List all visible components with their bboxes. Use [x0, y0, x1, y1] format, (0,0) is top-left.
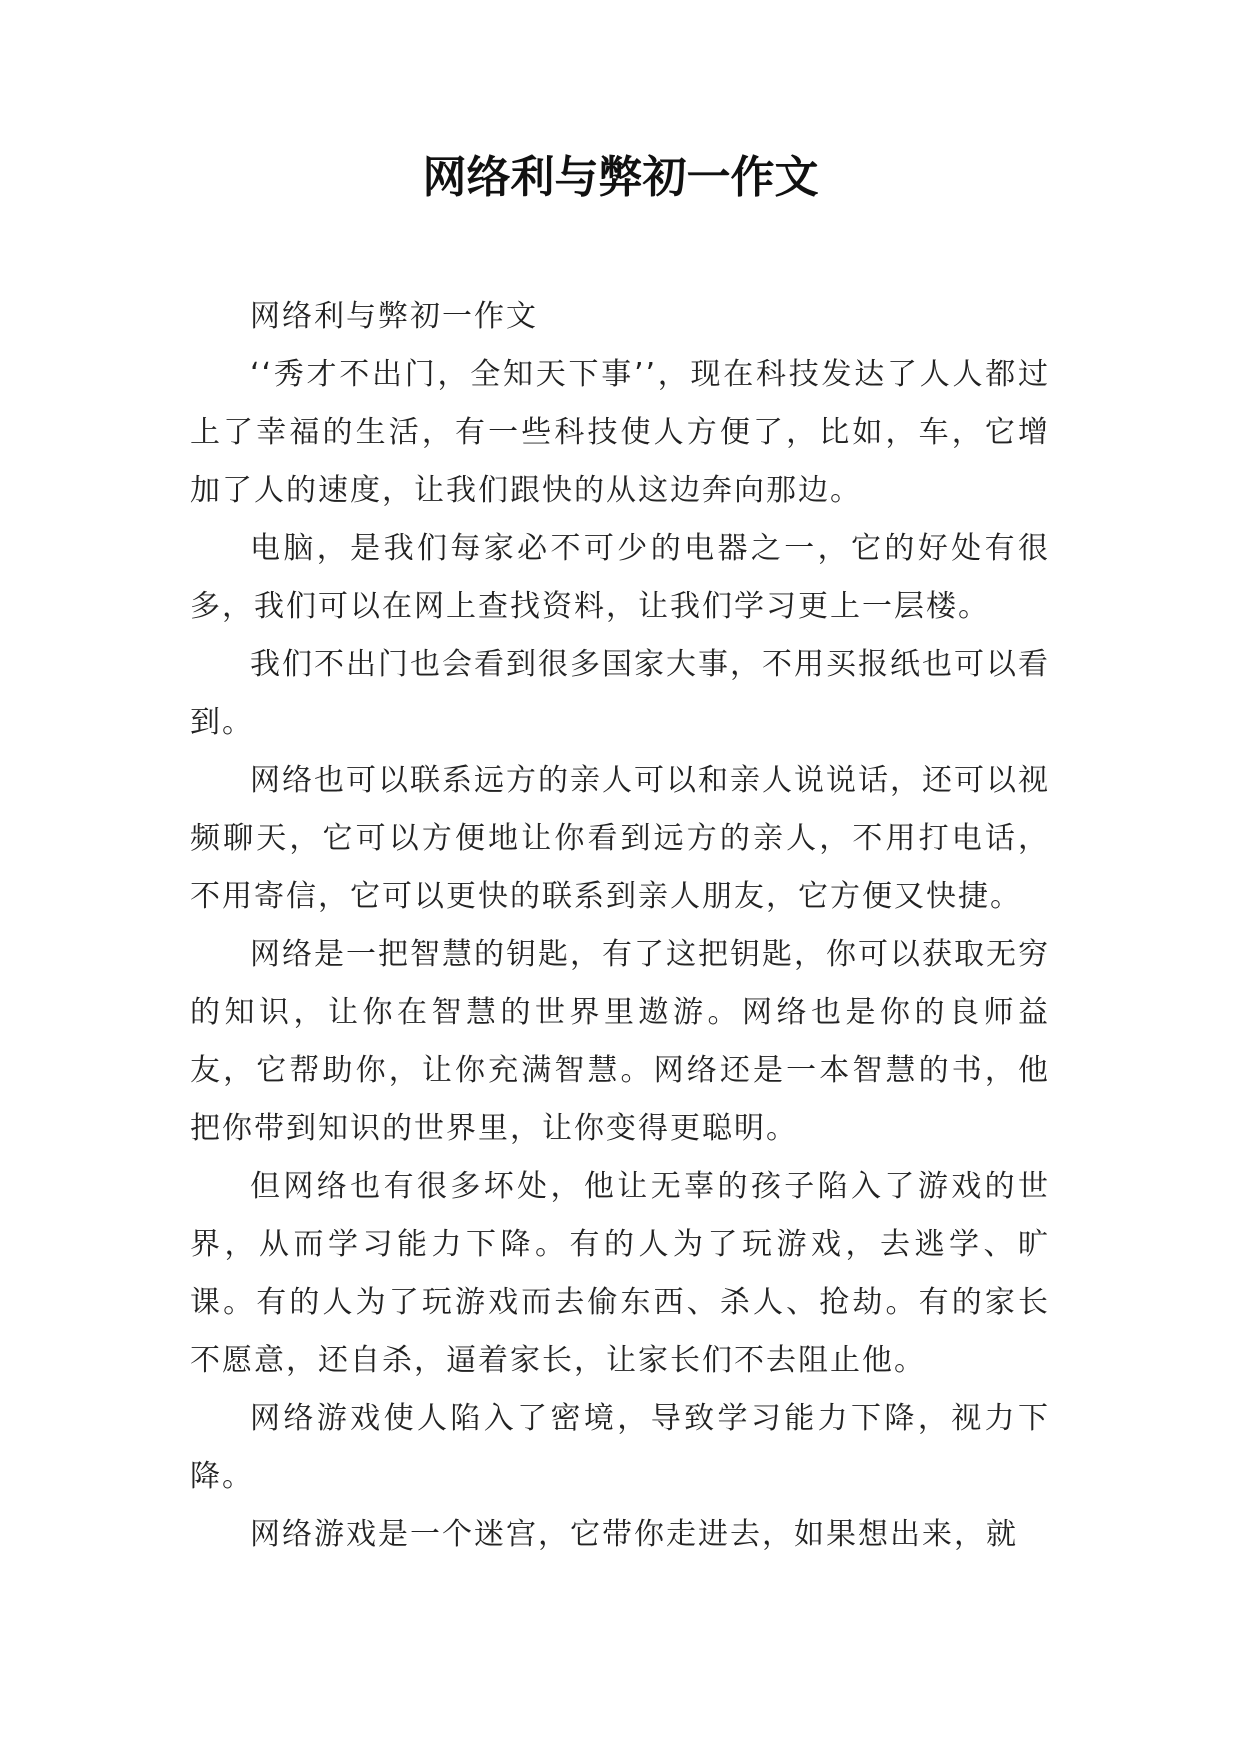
paragraph-essay-heading: 网络利与弊初一作文: [250, 299, 538, 334]
paragraph-contact-family: 网络也可以联系远方的亲人可以和亲人说说话，还可以视频聊天，它可以方便地让你看到远方的亲人，不用打电话，不用寄信，它可以更快的联系到亲人朋友，它方便又快捷。: [190, 763, 1050, 914]
document-body: [190, 288, 1050, 1564]
paragraph-harms: 但网络也有很多坏处，他让无辜的孩子陷入了游戏的世界，从而学习能力下降。有的人为了玩游戏，去逃学、旷课。有的人为了玩游戏而去偷东西、杀人、抢劫。有的家长不愿意，还自杀，逼着家长，让家长们不去阻止他。: [190, 1169, 1050, 1378]
paragraph-games-maze: 网络游戏是一个迷宫，它带你走进去，如果想出来，就: [250, 1517, 1018, 1552]
paragraph-games-effect: 网络游戏使人陷入了密境，导致学习能力下降，视力下降。: [190, 1401, 1050, 1494]
paragraph-computer: 电脑，是我们每家必不可少的电器之一，它的好处有很多，我们可以在网上查找资料，让我们学习更上一层楼。: [190, 531, 1050, 624]
paragraph-intro: ‘‘秀才不出门，全知天下事’’，现在科技发达了人人都过上了幸福的生活，有一些科技使人方便了，比如，车，它增加了人的速度，让我们跟快的从这边奔向那边。: [190, 357, 1050, 508]
paragraph-news: 我们不出门也会看到很多国家大事，不用买报纸也可以看到。: [190, 647, 1050, 740]
document-title: 网络利与弊初一作文: [422, 152, 819, 203]
paragraph-wisdom-key: 网络是一把智慧的钥匙，有了这把钥匙，你可以获取无穷的知识，让你在智慧的世界里遨游。网络也是你的良师益友，它帮助你，让你充满智慧。网络还是一本智慧的书，他把你带到知识的世界里，让你变得更聪明。: [190, 937, 1050, 1146]
